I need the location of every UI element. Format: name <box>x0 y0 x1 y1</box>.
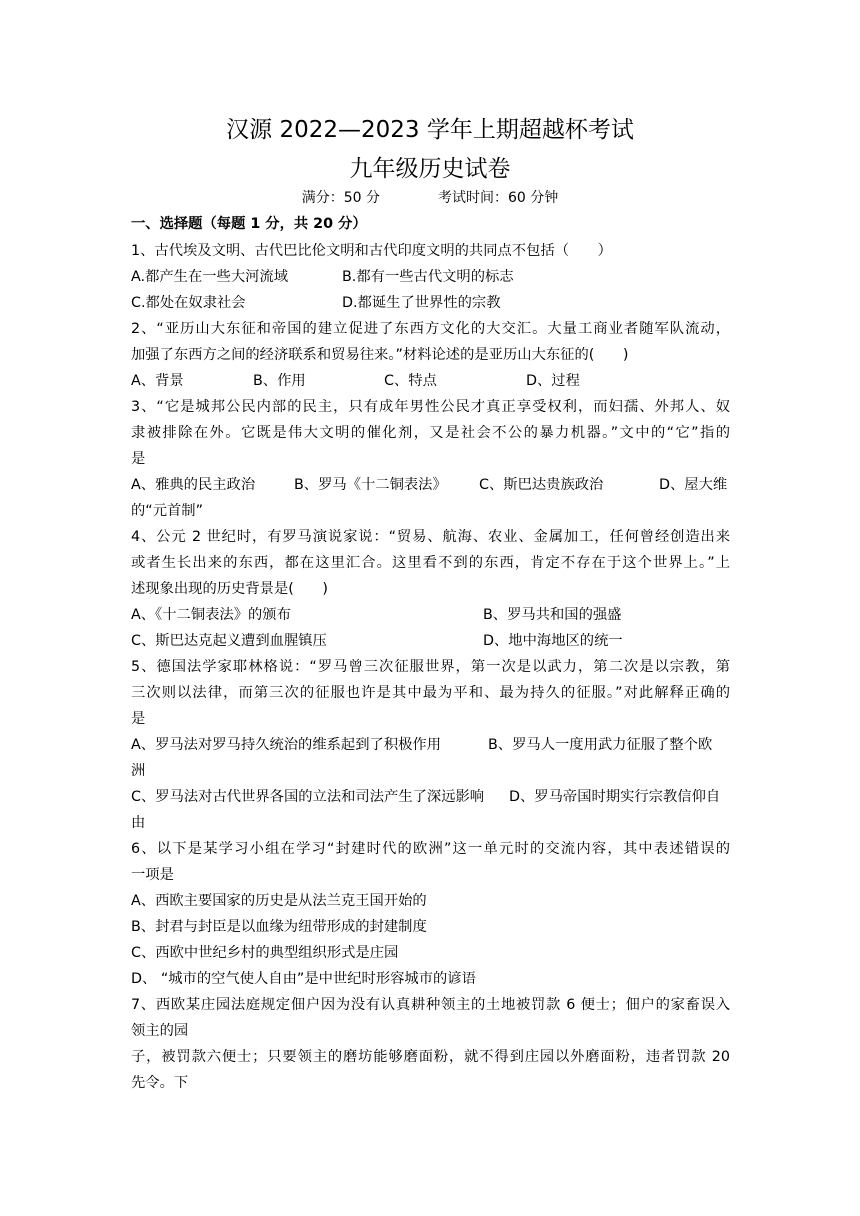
q6-option-d: D、 “城市的空气使人自由”是中世纪时形容城市的谚语 <box>131 971 476 987</box>
q3-option-c: C、斯巴达贵族政治 <box>479 477 604 493</box>
q3-stem-line2: 隶被排除在外。它既是伟大文明的催化剂，又是社会不公的暴力机器。”文中的“它”指的 <box>131 425 730 441</box>
q4-option-a: A、《十二铜表法》的颁布 <box>131 607 291 623</box>
q2-option-c: C、特点 <box>384 373 437 389</box>
q2-option-a: A、背景 <box>131 373 184 389</box>
q6-option-c: C、西欧中世纪乡村的典型组织形式是庄园 <box>131 945 399 961</box>
q7-stem-line4: 先令。下 <box>131 1075 189 1091</box>
q6-option-b: B、封君与封臣是以血缘为纽带形成的封建制度 <box>131 919 427 935</box>
q2-option-d: D、过程 <box>526 373 580 389</box>
q6-option-a: A、西欧主要国家的历史是从法兰克王国开始的 <box>131 893 427 909</box>
q2-stem-line2: 加强了东西方之间的经济联系和贸易往来。”材料论述的是亚历山大东征的( ) <box>131 347 629 363</box>
q5-option-b: B、罗马人一度用武力征服了整个欧 <box>488 737 713 753</box>
q3-stem-line1: 3、“它是城邦公民内部的民主，只有成年男性公民才真正享受权利，而妇孺、外邦人、奴 <box>131 399 730 415</box>
section-heading: 一、选择题（每题 1 分，共 20 分） <box>131 216 367 232</box>
q7-stem-line2: 领主的园 <box>131 1023 189 1039</box>
q4-option-d: D、地中海地区的统一 <box>483 633 623 649</box>
q5-stem-line3: 是 <box>131 711 146 727</box>
q4-stem-line2: 或者生长出来的东西，都在这里汇合。这里看不到的东西，肯定不存在于这个世界上。”上 <box>131 555 730 571</box>
q4-option-b: B、罗马共和国的强盛 <box>483 607 622 623</box>
q5-stem-line1: 5、德国法学家耶林格说：“罗马曾三次征服世界，第一次是以武力，第二次是以宗教，第 <box>131 659 730 675</box>
q1-option-c: C.都处在奴隶社会 <box>131 295 246 311</box>
q5-option-c: C、罗马法对古代世界各国的立法和司法产生了深远影响 <box>131 789 485 805</box>
exam-title: 汉源 2022—2023 学年上期超越杯考试 <box>226 117 634 143</box>
q2-option-b: B、作用 <box>253 373 306 389</box>
q2-stem-line1: 2、“亚历山大东征和帝国的建立促进了东西方文化的大交汇。大量工商业者随军队流动， <box>131 321 730 337</box>
q5-option-b-cont: 洲 <box>131 763 146 779</box>
q6-stem-line1: 6、以下是某学习小组在学习“封建时代的欧洲”这一单元时的交流内容，其中表述错误的 <box>131 841 730 857</box>
exam-time: 考试时间：60 分钟 <box>438 190 559 206</box>
q1-option-d: D.都诞生了世界性的宗教 <box>342 295 501 311</box>
q7-stem-line1: 7、西欧某庄园法庭规定佃户因为没有认真耕种领主的土地被罚款 6 便士；佃户的家畜误入 <box>131 997 730 1013</box>
q3-option-b: B、罗马《十二铜表法》 <box>294 477 447 493</box>
exam-subtitle: 九年级历史试卷 <box>349 156 511 182</box>
q5-stem-line2: 三次则以法律，而第三次的征服也许是其中最为平和、最为持久的征服。”对此解释正确的 <box>131 685 730 701</box>
q1-stem: 1、古代埃及文明、古代巴比伦文明和古代印度文明的共同点不包括（ ） <box>131 243 612 259</box>
q6-stem-line2: 一项是 <box>131 867 174 883</box>
q3-stem-line3: 是 <box>131 451 146 467</box>
full-score: 满分：50 分 <box>301 190 380 206</box>
exam-meta <box>0 187 860 207</box>
q3-option-d-cont: 的“元首制” <box>131 503 204 519</box>
q5-option-a: A、罗马法对罗马持久统治的维系起到了积极作用 <box>131 737 442 753</box>
q5-option-d-cont: 由 <box>131 815 146 831</box>
q4-stem-line1: 4、公元 2 世纪时，有罗马演说家说：“贸易、航海、农业、金属加工，任何曾经创造出来 <box>131 529 730 545</box>
q1-option-a: A.都产生在一些大河流域 <box>131 269 289 285</box>
q3-option-d: D、屋大维 <box>659 477 728 493</box>
q5-option-d: D、罗马帝国时期实行宗教信仰自 <box>509 789 721 805</box>
q3-option-a: A、雅典的民主政治 <box>131 477 256 493</box>
q4-option-c: C、斯巴达克起义遭到血腥镇压 <box>131 633 327 649</box>
q7-stem-line3: 子，被罚款六便士；只要领主的磨坊能够磨面粉，就不得到庄园以外磨面粉，违者罚款 20 <box>131 1049 730 1065</box>
q1-option-b: B.都有一些古代文明的标志 <box>342 269 514 285</box>
q4-stem-line3: 述现象出现的历史背景是( ) <box>131 581 329 597</box>
